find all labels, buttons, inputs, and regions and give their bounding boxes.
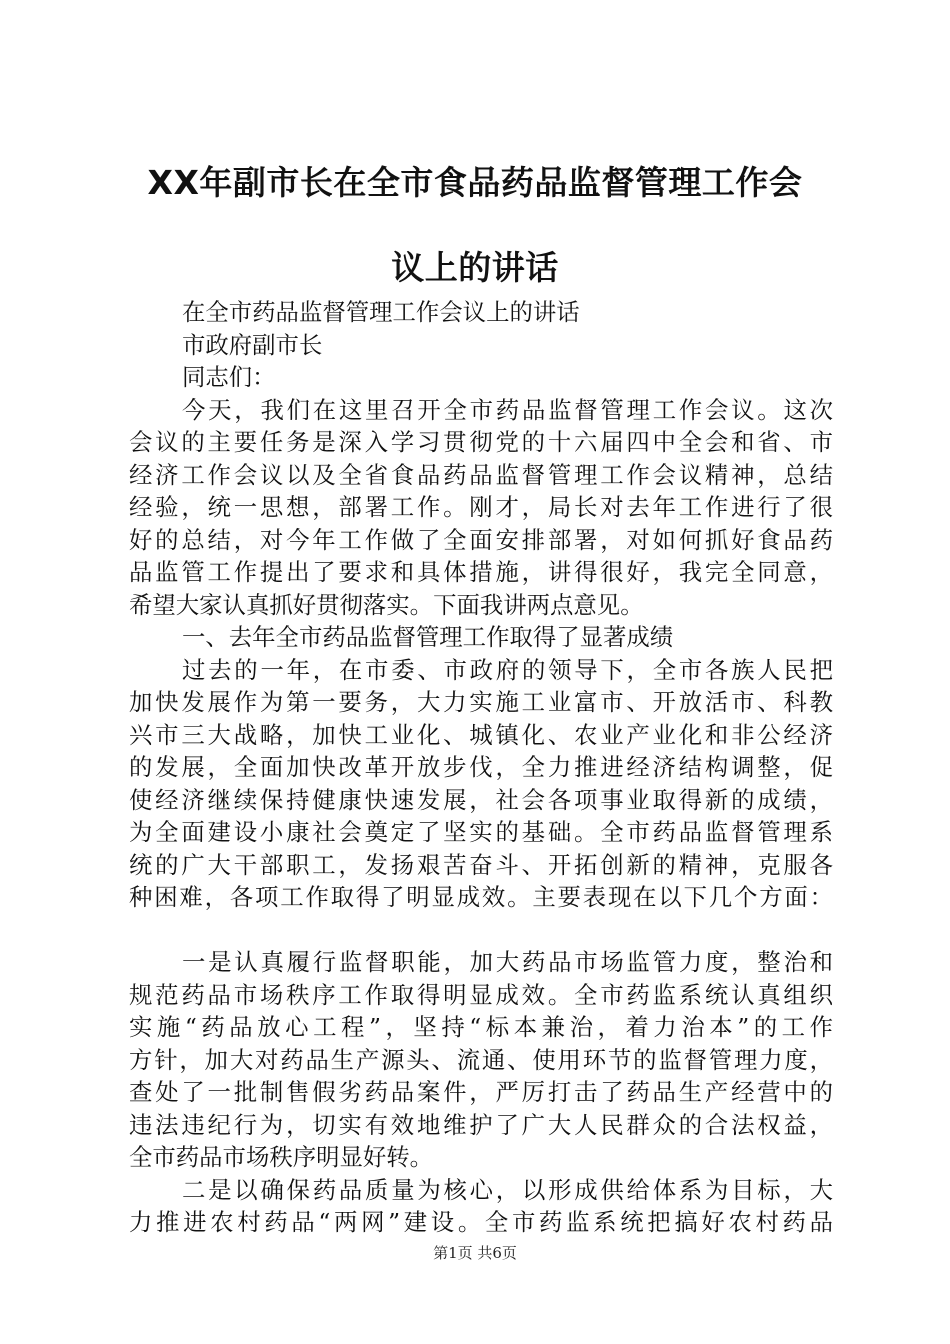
body-text-line: 品监管工作提出了要求和具体措施，讲得很好，我完全同意， <box>129 558 833 586</box>
body-text-line: 希望大家认真抓好贯彻落实。下面我讲两点意见。 <box>129 590 644 619</box>
body-text-line: 力推进农村药品“两网”建设。全市药监系统把搞好农村药品 <box>129 1208 833 1236</box>
body-text-line: 方针，加大对药品生产源头、流通、使用环节的监督管理力度， <box>129 1045 833 1074</box>
body-text-line: 为全面建设小康社会奠定了坚实的基础。全市药品监督管理系 <box>129 818 833 846</box>
body-text-line: 经验，统一思想，部署工作。刚才，局长对去年工作进行了很 <box>129 493 833 521</box>
body-text-line: 过去的一年，在市委、市政府的领导下，全市各族人民把 <box>182 655 833 684</box>
body-text-line: 会议的主要任务是深入学习贯彻党的十六届四中全会和省、市 <box>129 428 833 456</box>
body-text-line: 二是以确保药品质量为核心，以形成供给体系为目标，大 <box>182 1175 833 1204</box>
body-text-line: 查处了一批制售假劣药品案件，严厉打击了药品生产经营中的 <box>129 1078 833 1106</box>
body-text-line: 的发展，全面加快改革开放步伐，全力推进经济结构调整，促 <box>129 753 833 781</box>
body-text-line: 一是认真履行监督职能，加大药品市场监管力度，整治和 <box>182 948 833 976</box>
document-body <box>129 296 833 1239</box>
document-title-line-1: XX年副市长在全市食品药品监督管理工作会 <box>147 163 803 202</box>
section-heading-line: 一、去年全市药品监督管理工作取得了显著成绩 <box>182 623 674 651</box>
salutation-line: 同志们： <box>182 363 276 391</box>
body-text-line: 统的广大干部职工，发扬艰苦奋斗、开拓创新的精神，克服各 <box>129 850 833 879</box>
body-text-line: 全市药品市场秩序明显好转。 <box>129 1143 434 1171</box>
body-text-line: 规范药品市场秩序工作取得明显成效。全市药监系统认真组织 <box>129 980 833 1009</box>
document-title-line-2: 议上的讲话 <box>391 248 559 287</box>
body-text-line: 好的总结，对今年工作做了全面安排部署，对如何抓好食品药 <box>129 525 833 554</box>
body-text-line: 加快发展作为第一要务，大力实施工业富市、开放活市、科教 <box>129 688 833 716</box>
body-text-line: 实施“药品放心工程”，坚持“标本兼治，着力治本”的工作 <box>129 1013 833 1041</box>
body-text-line: 种困难，各项工作取得了明显成效。主要表现在以下几个方面： <box>129 883 833 911</box>
speaker-line: 市政府副市长 <box>182 330 323 359</box>
body-text-line: 今天，我们在这里召开全市药品监督管理工作会议。这次 <box>182 395 833 424</box>
body-text-line: 兴市三大战略，加快工业化、城镇化、农业产业化和非公经济 <box>129 720 833 749</box>
page-number-footer: 第1页 共6页 <box>433 1244 517 1262</box>
body-text-line: 使经济继续保持健康快速发展，社会各项事业取得新的成绩， <box>129 785 833 814</box>
body-text-line: 违法违纪行为，切实有效地维护了广大人民群众的合法权益， <box>129 1110 833 1139</box>
body-text-line: 经济工作会议以及全省食品药品监督管理工作会议精神，总结 <box>129 460 833 489</box>
speech-heading-line: 在全市药品监督管理工作会议上的讲话 <box>182 298 580 326</box>
paragraph-gap <box>129 914 833 947</box>
